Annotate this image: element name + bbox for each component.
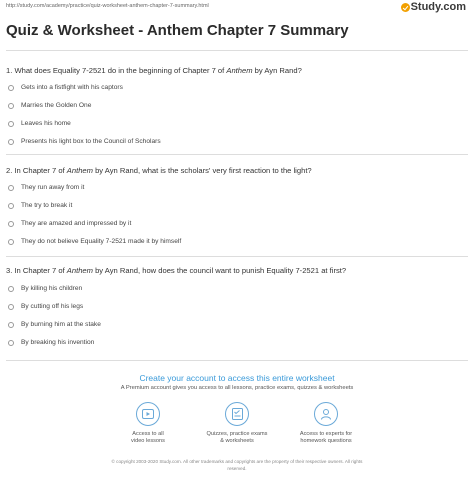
answer-option[interactable]: By burning him at the stake xyxy=(8,321,101,328)
feature-experts xyxy=(281,402,371,445)
page-title: Quiz & Worksheet - Anthem Chapter 7 Summary xyxy=(6,22,349,39)
create-account-link[interactable]: Create your account to access this entire worksheet xyxy=(139,373,335,383)
feature-label: Quizzes, practice exams xyxy=(206,431,268,437)
question-divider xyxy=(6,256,468,257)
radio-icon xyxy=(8,239,14,245)
feature-quizzes xyxy=(192,402,282,445)
answer-option[interactable]: By cutting off his legs xyxy=(8,303,83,310)
cta-subtitle: A Premium account gives you access to all lessons, practice exams, quizzes & worksheets xyxy=(120,385,354,391)
radio-icon xyxy=(8,286,14,292)
answer-option[interactable]: The try to break it xyxy=(8,202,72,209)
radio-icon xyxy=(8,85,14,91)
answer-option[interactable]: They do not believe Equality 7-2521 made it by himself xyxy=(8,238,181,245)
feature-video-lessons xyxy=(103,402,193,445)
expert-icon xyxy=(314,402,338,426)
answer-option[interactable]: By killing his children xyxy=(8,285,82,292)
feature-label: video lessons xyxy=(131,438,165,444)
copyright-footer xyxy=(0,459,474,472)
page-url[interactable]: http://study.com/academy/practice/quiz-worksheet-anthem-chapter-7-summary.html xyxy=(6,3,209,9)
question-divider xyxy=(6,360,468,361)
radio-icon xyxy=(8,103,14,109)
radio-icon xyxy=(8,121,14,127)
question-2: 2. In Chapter 7 of Anthem by Ayn Rand, what is the scholars' very first reaction to the light? xyxy=(6,166,312,175)
header-bar xyxy=(0,0,474,14)
radio-icon xyxy=(8,139,14,145)
logo-text: Study.com xyxy=(410,1,466,13)
radio-icon xyxy=(8,340,14,346)
answer-option[interactable]: Leaves his home xyxy=(8,120,71,127)
answer-option[interactable]: They run away from it xyxy=(8,184,84,191)
question-1: 1. What does Equality 7-2521 do in the beginning of Chapter 7 of Anthem by Ayn Rand? xyxy=(6,66,302,75)
title-divider xyxy=(6,50,468,51)
radio-icon xyxy=(8,221,14,227)
answer-option[interactable]: Marries the Golden One xyxy=(8,102,91,109)
question-3: 3. In Chapter 7 of Anthem by Ayn Rand, how does the council want to punish Equality 7-2521 at first? xyxy=(6,266,347,275)
video-icon xyxy=(136,402,160,426)
radio-icon xyxy=(8,322,14,328)
answer-option[interactable]: They are amazed and impressed by it xyxy=(8,220,131,227)
radio-icon xyxy=(8,185,14,191)
feature-label: homework questions xyxy=(300,438,352,444)
answer-option[interactable]: Gets into a fistfight with his captors xyxy=(8,84,123,91)
checkmark-logo-icon xyxy=(401,3,410,12)
quiz-icon xyxy=(225,402,249,426)
feature-label: Access to all xyxy=(132,431,164,437)
question-divider xyxy=(6,154,468,155)
radio-icon xyxy=(8,304,14,310)
answer-option[interactable]: Presents his light box to the Council of Scholars xyxy=(8,138,161,145)
copyright-line: © copyright 2003-2020 Study.com. All other trademarks and copyrights are the property of their respective owners. All rights xyxy=(111,459,363,464)
feature-label: & worksheets xyxy=(220,438,254,444)
radio-icon xyxy=(8,203,14,209)
study-logo[interactable] xyxy=(401,1,466,13)
feature-label: Access to experts for xyxy=(299,431,353,437)
answer-option[interactable]: By breaking his invention xyxy=(8,339,94,346)
copyright-line: reserved. xyxy=(227,465,247,471)
